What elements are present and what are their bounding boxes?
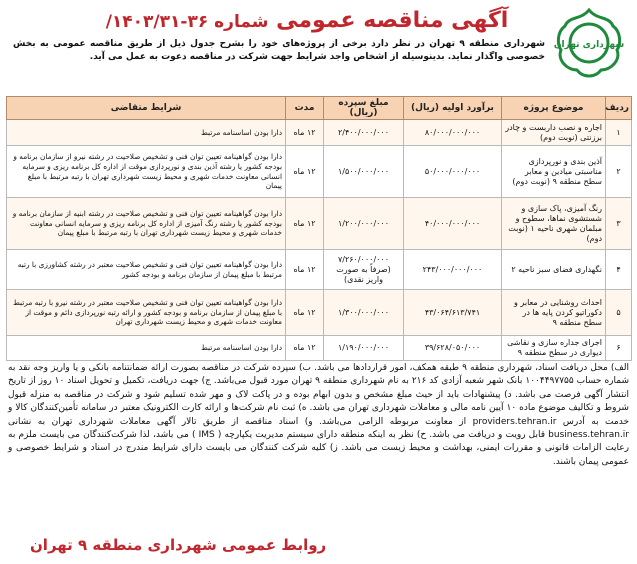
col-header-subject: موضوع پروژه	[502, 97, 606, 120]
cell-row-no: ۵	[606, 290, 632, 336]
col-header-estimate: برآورد اولیه (ریال)	[404, 97, 502, 120]
table-row	[7, 146, 632, 198]
cell-conditions: دارا بودن گواهینامه تعیین توان فنی و تشخیص صلاحیت معتبر در رشته کشاورزی با رتبه مرتبط با مبلغ پیمان از سازمان برنامه و بودجه کشور	[7, 250, 286, 290]
projects-table-wrapper	[6, 96, 632, 358]
tehran-municipality-logo	[551, 6, 627, 80]
cell-conditions: دارا بودن اساسنامه مرتبط	[7, 120, 286, 146]
cell-row-no: ۲	[606, 146, 632, 198]
cell-estimate: ۵۰/۰۰۰/۰۰۰/۰۰۰	[404, 146, 502, 198]
cell-duration: ۱۲ ماه	[286, 146, 324, 198]
cell-duration: ۱۲ ماه	[286, 250, 324, 290]
cell-estimate: ۳۹/۶۲۸/۰۵۰/۰۰۰	[404, 336, 502, 361]
cell-deposit: ۱/۵۰۰/۰۰۰/۰۰۰	[324, 146, 404, 198]
table-row	[7, 198, 632, 250]
logo-text: شهرداری تهران	[553, 40, 625, 50]
projects-table	[6, 96, 632, 361]
terms-paragraph: الف) محل دریافت اسناد، شهرداری منطقه ۹ طبقه همکف، امور قراردادها می باشد. ب) سپرده شرکت در مناقصه بصورت ارائه ضمانتنامه بانکی و یا واریز وجه نقد به شماره حساب ۱۰۰۴۴۹۷۷۵۵ بانک شهر شعبه آزادی کد ۲۱۶ به نام شهرداری منطقه ۹ تهران مورد قبول می‌باشد. ج) جهت دریافت، تکمیل و تحویل اسناد ۱۰ روز از تاریخ انتشار آگهی فرصت می باشد. د) پیشنهادات باید از حیث مبلغ مشخص و بدون ابهام بوده و در پاکت لاک و مهر شده تسلیم شود و شرکت در مناقصه به منزله قبول شروط و تکالیف موضوع ماده ۱۰ آیین نامه مالی و معاملات شهرداری تهران می باشد. ه) ثبت نام شرکت‌ها و ارائه کارت الکترونیک معتبر در سامانه تأمین‌کنندگان کالا و خدمت به آدرس providers.tehran.ir از معاونت مربوطه الزامی می‌باشد. و) اسناد مناقصه از طریق تالار آگهی معاملات شهرداری تهران به نشانی business.tehran.ir قابل رویت و دریافت می باشد. ح) نظر به اینکه منطقه دارای سیستم مدیریت یکپارچه ( IMS ) می باشد، لذا شرکت‌کنندگان می بایست ملزم به رعایت الزامات قانونی و مقررات ایمنی، بهداشت و محیط زیست می باشد. ز) کلیه شرکت کنندگان می بایست دارای شرایط مندرج در اسناد و شرایط خصوصی و عمومی پیمان باشند.	[8, 363, 630, 467]
cell-conditions: دارا بودن گواهینامه تعیین توان فنی و تشخیص صلاحیت معتبر در رشته نیرو با رتبه مرتبط با مبلغ پیمان از سازمان برنامه و بودجه کشور و ارائه رتبه نورپردازی دائم و موقت از معاونت خدمات شهری و محیط زیست شهرداری تهران	[7, 290, 286, 336]
public-relations-signature: روابط عمومی شهرداری منطقه ۹ تهران	[30, 536, 327, 554]
cell-deposit: ۷/۲۶۰/۰۰۰/۰۰۰ (صرفاً به صورت واریز نقدی)	[324, 250, 404, 290]
cell-subject: اجرای جداره سازی و نقاشی دیواری در سطح منطقه ۹	[502, 336, 606, 361]
cell-subject: احداث روشنایی در معابر و دکوراتیو کردن پایه ها در سطح منطقه ۹	[502, 290, 606, 336]
table-row	[7, 120, 632, 146]
col-header-conditions: شرایط متقاضی	[7, 97, 286, 120]
cell-conditions: دارا بودن گواهینامه تعیین توان فنی و تشخیص صلاحیت در رشته نیرو از سازمان برنامه و بودجه کشور یا رشته آذین بندی و نورپردازی موقت از اداره کل برنامه ریزی و سرمایه انسانی معاونت خدمات شهری و محیط زیست شهرداری تهران با رتبه مرتبط با مبلغ پیمان	[7, 146, 286, 198]
intro-paragraph: شهرداری منطقه ۹ تهران در نظر دارد برخی از پروژه‌های خود را بشرح جدول ذیل از طریق مناقصه عمومی به بخش خصوصی واگذار نماید. بدینوسیله از اشخاص واجد شرایط جهت شرکت در مناقصه دعوت به عمل می آید.	[13, 39, 546, 62]
cell-estimate: ۴۰/۰۰۰/۰۰۰/۰۰۰	[404, 198, 502, 250]
cell-subject: اجاره و نصب داربست و چادر برزنتی (نوبت دوم)	[502, 120, 606, 146]
notice-header	[0, 4, 637, 96]
col-header-duration: مدت	[286, 97, 324, 120]
cell-row-no: ۳	[606, 198, 632, 250]
cell-conditions: دارا بودن اساسنامه مرتبط	[7, 336, 286, 361]
cell-row-no: ۶	[606, 336, 632, 361]
cell-deposit: ۱/۱۹۰/۰۰۰/۰۰۰	[324, 336, 404, 361]
notice-number: شماره ۳۶-۱۴۰۳/۳۱/	[105, 12, 269, 32]
table-row	[7, 290, 632, 336]
table-row	[7, 250, 632, 290]
table-header-row	[7, 97, 632, 120]
cell-row-no: ۴	[606, 250, 632, 290]
cell-duration: ۱۲ ماه	[286, 198, 324, 250]
cell-duration: ۱۲ ماه	[286, 120, 324, 146]
col-header-row-no: ردیف	[606, 97, 632, 120]
col-header-deposit: مبلغ سپرده (ریال)	[324, 97, 404, 120]
cell-duration: ۱۲ ماه	[286, 336, 324, 361]
cell-subject: آذین بندی و نورپردازی مناسبتی میادین و معابر سطح منطقه ۹ (نوبت دوم)	[502, 146, 606, 198]
cell-row-no: ۱	[606, 120, 632, 146]
cell-duration: ۱۲ ماه	[286, 290, 324, 336]
notice-title	[97, 8, 517, 35]
cell-subject: نگهداری فضای سبز ناحیه ۲	[502, 250, 606, 290]
cell-deposit: ۱/۲۰۰/۰۰۰/۰۰۰	[324, 198, 404, 250]
cell-deposit: ۱/۳۰۰/۰۰۰/۰۰۰	[324, 290, 404, 336]
cell-estimate: ۴۳/۰۶۴/۶۱۳/۷۴۱	[404, 290, 502, 336]
cell-subject: رنگ آمیزی، پاک سازی و شستشوی نماها، سطوح و مبلمان شهری ناحیه ۱ (نوبت دوم)	[502, 198, 606, 250]
table-row	[7, 336, 632, 361]
tehran-logo-icon	[551, 6, 627, 80]
cell-estimate: ۲۴۳/۰۰۰/۰۰۰/۰۰۰	[404, 250, 502, 290]
title-text: آگهی مناقصه عمومی	[276, 8, 509, 33]
cell-deposit: ۲/۴۰۰/۰۰۰/۰۰۰	[324, 120, 404, 146]
cell-estimate: ۸۰/۰۰۰/۰۰۰/۰۰۰	[404, 120, 502, 146]
cell-conditions: دارا بودن گواهینامه تعیین توان فنی و تشخیص صلاحیت در رشته ابنیه از سازمان برنامه و بودجه کشور یا رشته رنگ آمیزی از اداره کل برنامه ریزی و سرمایه انسانی معاونت خدمات شهری و محیط زیست شهرداری تهران با رتبه مرتبط با مبلغ پیمان	[7, 198, 286, 250]
